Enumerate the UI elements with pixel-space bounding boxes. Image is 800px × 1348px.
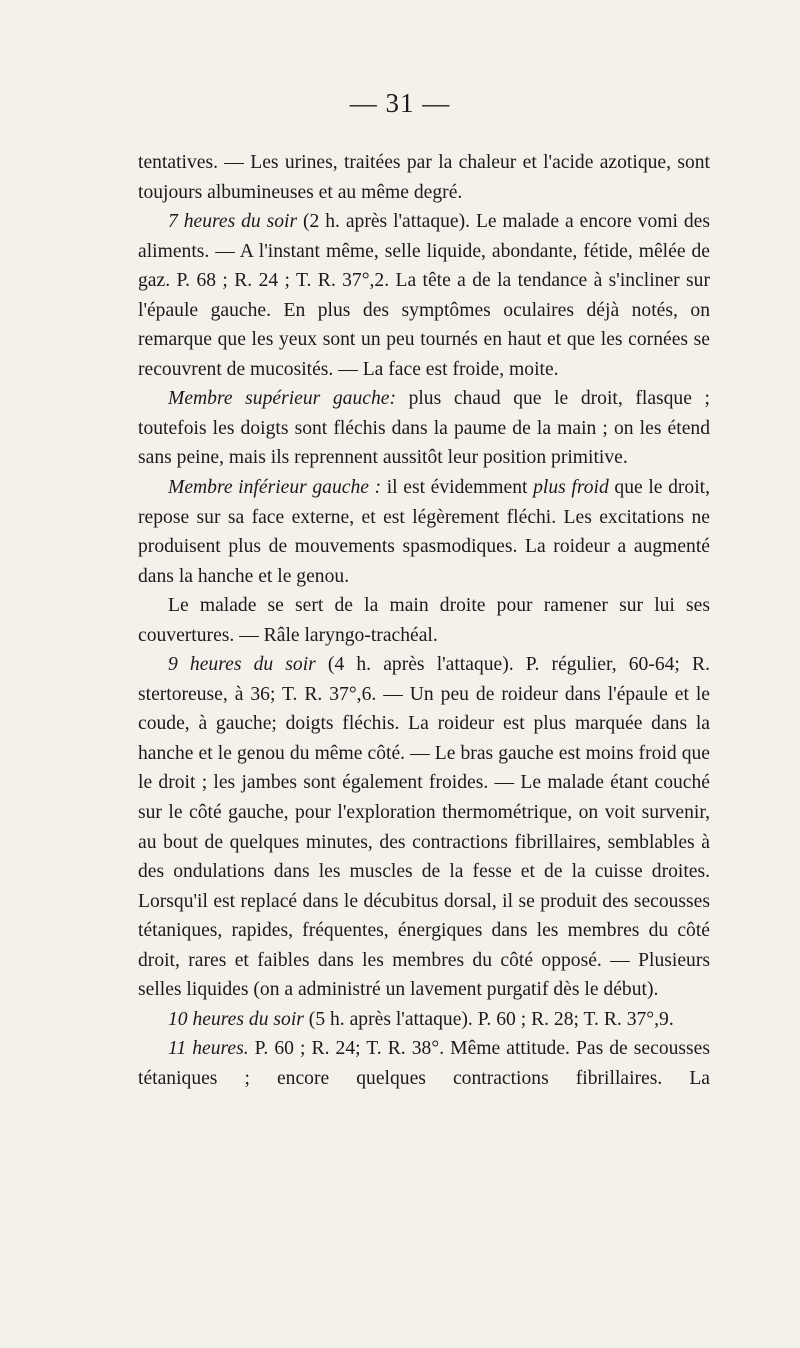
paragraph-text: il est évidemment bbox=[381, 477, 534, 499]
time-heading: 10 heures du soir bbox=[168, 1008, 304, 1030]
paragraph-6 bbox=[138, 650, 710, 1005]
time-heading: 9 heures du soir bbox=[168, 654, 316, 676]
time-heading: 11 heures. bbox=[168, 1038, 249, 1060]
paragraph-text: (4 h. après l'attaque). P. régulier, 60-64; R. stertoreuse, à 36; T. R. 37°,6. — Un peu de roideur dans l'épaule et le coude, à gauche; doigts fléchis. La roideur est plus marquée dans la hanche et le genou du même côté. — Le bras gauche est moins froid que le droit ; les jambes sont également froides. — Le malade étant couché sur le côté gauche, pour l'exploration thermométrique, on voit survenir, au bout de quelques minutes, des contractions fibrillaires, semblables à des ondulations dans les muscles de la fesse et de la cuisse droites. Lorsqu'il est replacé dans le décubitus dorsal, il se produit des secousses tétaniques, rapides, fréquentes, énergiques dans les membres du côté droit, rares et faibles dans les membres du côté opposé. — Plusieurs selles liquides (on a administré un lavement purgatif dès le début). bbox=[138, 654, 710, 1001]
time-heading: 7 heures du soir bbox=[168, 211, 298, 233]
paragraph-8 bbox=[138, 1034, 710, 1093]
paragraph-2 bbox=[138, 207, 710, 384]
paragraph-text: P. 60 ; R. 24; T. R. 38°. Même attitude. Pas de secousses tétaniques ; encore quelques contractions fibrillaires. La bbox=[138, 1038, 710, 1089]
paragraph-7 bbox=[138, 1005, 710, 1035]
section-heading: Membre inférieur gauche : bbox=[168, 477, 382, 499]
paragraph-3 bbox=[138, 384, 710, 473]
paragraph-4 bbox=[138, 473, 710, 591]
paragraph-text: (5 h. après l'attaque). P. 60 ; R. 28; T. R. 37°,9. bbox=[303, 1008, 674, 1030]
paragraph-1: tentatives. — Les urines, traitées par la chaleur et l'acide azotique, sont toujours albumineuses et au même degré. bbox=[138, 152, 710, 203]
paragraph-text: (2 h. après l'attaque). Le malade a encore vomi des aliments. — A l'instant même, selle liquide, abondante, fétide, mêlée de gaz. P. 68 ; R. 24 ; T. R. 37°,2. La tête a de la tendance à s'incliner sur l'épaule gauche. En plus des symptômes oculaires déjà notés, on remarque que les yeux sont un peu tournés en haut et que les cornées se recouvrent de mucosités. — La face est froide, moite. bbox=[138, 211, 710, 380]
paragraph-text: que le droit, repose sur sa face externe, et est légèrement fléchi. Les excitations ne produisent plus de mouvements spasmodiques. La roideur a augmenté dans la hanche et le genou. bbox=[138, 477, 710, 587]
section-heading: Membre supérieur gauche: bbox=[168, 388, 396, 410]
emphasis: plus froid bbox=[533, 477, 609, 499]
body-text bbox=[138, 148, 710, 1094]
paragraph-5: Le malade se sert de la main droite pour ramener sur lui ses couvertures. — Râle laryngo-trachéal. bbox=[138, 595, 710, 646]
page-number: — 31 — bbox=[349, 88, 451, 118]
paragraph-text: plus chaud que le droit, flasque ; toutefois les doigts sont fléchis dans la paume de la main ; on les étend sans peine, mais ils reprennent aussitôt leur position primitive. bbox=[138, 388, 710, 469]
